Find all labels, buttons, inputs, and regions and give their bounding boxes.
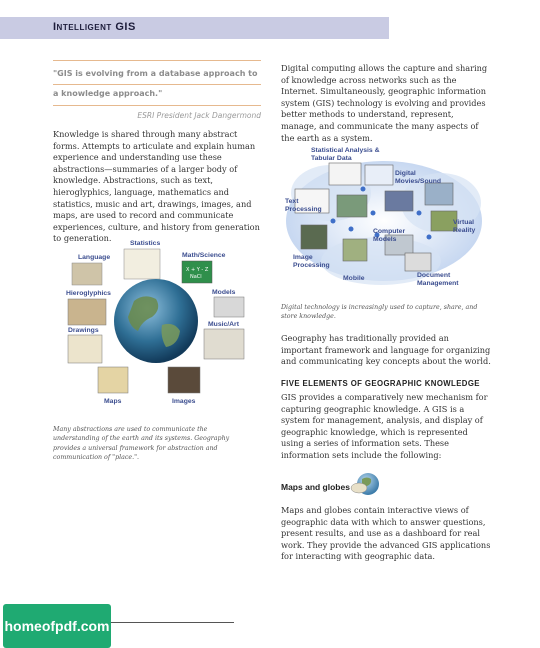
label-ip-line1: Image	[293, 254, 313, 261]
stats-screen	[329, 163, 361, 185]
label-maps: Maps	[104, 398, 122, 405]
stats-screen-2	[365, 165, 393, 185]
maps-globes-heading: Maps and globes	[281, 482, 350, 492]
images-thumbnail	[168, 367, 200, 393]
musicart-thumbnail	[204, 329, 244, 359]
globe-icon	[350, 470, 382, 498]
drawings-thumbnail	[68, 335, 102, 363]
label-dm-line1: Document	[417, 272, 451, 279]
label-movies-line1: Digital	[395, 170, 416, 177]
label-stat-line1: Statistical Analysis &	[311, 147, 380, 154]
label-cm-line2: Models	[373, 236, 397, 243]
quote-rule-mid	[53, 84, 261, 85]
section-heading: FIVE ELEMENTS OF GEOGRAPHIC KNOWLEDGE	[281, 379, 480, 388]
label-text-line1: Text	[285, 198, 299, 205]
label-vr-line1: Virtual	[453, 219, 475, 226]
hieroglyphics-thumbnail	[68, 299, 106, 325]
maps-thumbnail	[98, 367, 128, 393]
document-screen	[405, 253, 431, 271]
label-hieroglyphics: Hieroglyphics	[66, 290, 111, 297]
label-musicart: Music/Art	[208, 321, 239, 328]
label-ip-line2: Processing	[293, 262, 330, 269]
label-mathscience: Math/Science	[182, 252, 226, 259]
earth-globe	[114, 279, 198, 363]
page-header-title: Intelligent GIS	[53, 21, 136, 33]
formula-line1: X + Y - Z	[186, 267, 209, 273]
language-thumbnail	[72, 263, 102, 285]
left-figure-caption: Many abstractions are used to communicate the understanding of the earth and its systems. Geography provides a universal framework for abstraction and communication of "place.".	[53, 426, 230, 461]
digital-technology-figure	[281, 143, 487, 293]
pull-quote: "GIS is evolving from a database approach to a knowledge approach."	[53, 69, 258, 98]
label-language: Language	[78, 254, 111, 261]
label-text-line2: Processing	[285, 206, 322, 213]
label-drawings: Drawings	[68, 327, 99, 334]
right-figure-caption: Digital technology is increasingly used to capture, share, and store knowledge.	[281, 304, 478, 321]
quote-attribution: ESRI President Jack Dangermond	[137, 111, 261, 120]
label-dm-line2: Management	[417, 280, 459, 287]
formula-line2: NaCl	[190, 274, 202, 280]
quote-rule-bottom	[53, 105, 261, 106]
footer-rule	[111, 622, 234, 623]
label-cm-line1: Computer	[373, 228, 406, 235]
movies-screen	[425, 183, 453, 205]
right-paragraph-1: Digital computing allows the capture and sharing of knowledge across networks such as the Internet. Simultaneously, geographic information system (GIS) technology is evolving and provides better methods to understand, represent, manage, and communicate the many aspects of the earth as a system.	[281, 63, 488, 143]
label-vr-line2: Reality	[453, 227, 476, 234]
label-models: Models	[212, 289, 236, 296]
map-screen	[385, 191, 413, 211]
statistics-thumbnail	[124, 249, 160, 279]
label-stat-line2: Tabular Data	[311, 155, 352, 162]
label-movies-line2: Movies/Sound	[395, 178, 442, 185]
mobile-device	[343, 239, 367, 261]
watermark-badge: homeofpdf.com	[3, 604, 111, 648]
label-mobile: Mobile	[343, 275, 365, 282]
label-statistics: Statistics	[130, 240, 161, 247]
right-paragraph-2: Geography has traditionally provided an important framework and language for organizing and communicating key concepts about the world.	[281, 333, 491, 367]
3d-screen	[337, 195, 367, 217]
abstractions-figure	[64, 235, 248, 411]
image-screen	[301, 225, 327, 249]
right-paragraph-3: GIS provides a comparatively new mechanism for capturing geographic knowledge. A GIS is a system for management, analysis, and display of geographic knowledge, which is represented using a series of information sets. These information sets include the following:	[281, 392, 488, 460]
left-paragraph: Knowledge is shared through many abstract forms. Attempts to articulate and explain human experience and understanding use these abstractions—summaries of a larger body of knowledge. Abstractions, such as text, hieroglyphics, language, mathematics and statistics, music and art, drawings, images, and maps, are used to record and communicate experiences, culture, and history from generation to generation.	[53, 129, 260, 244]
quote-rule-top	[53, 60, 261, 61]
models-thumbnail	[214, 297, 244, 317]
label-images: Images	[172, 398, 196, 405]
right-paragraph-4: Maps and globes contain interactive views of geographic data with which to answer questions, present results, and use as a dashboard for real work. They provide the advanced GIS applications for interacting with geographic data.	[281, 505, 491, 562]
